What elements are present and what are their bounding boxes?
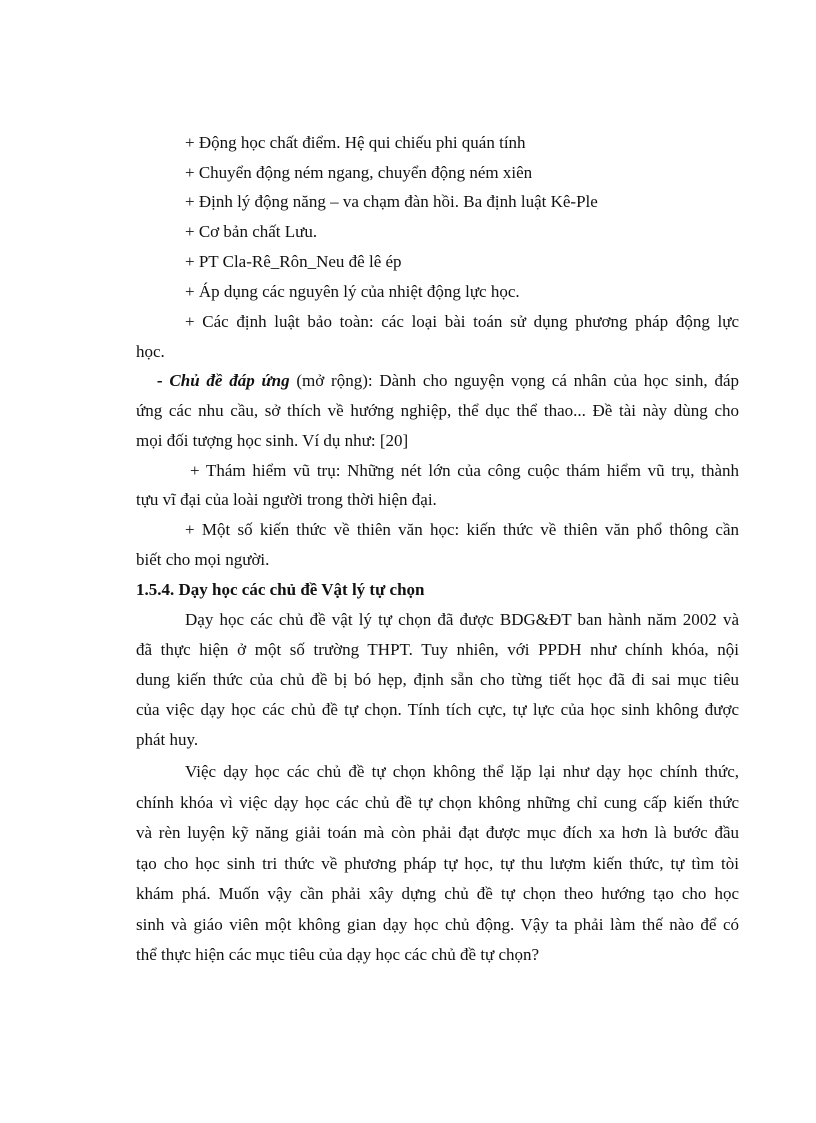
paragraph-line: đã thực hiện ở một số trường THPT. Tuy nhiên, với PPDH như chính khóa, nội bbox=[136, 640, 739, 659]
paragraph-line: khám phá. Muốn vậy cần phải xây dựng chủ đề tự chọn theo hướng tạo cho học bbox=[136, 884, 739, 903]
paragraph-line: Dạy học các chủ đề vật lý tự chọn đã được BDG&ĐT ban hành năm 2002 và bbox=[185, 610, 739, 629]
paragraph-line: và rèn luyện kỹ năng giải toán mà còn phải đạt được mục đích xa hơn là bước đầu bbox=[136, 823, 739, 842]
topic-rest: (mở rộng): Dành cho nguyện vọng cá nhân của học sinh, đáp bbox=[289, 371, 739, 390]
bullet-item: + PT Cla-Rê_Rôn_Neu đê lê ép bbox=[185, 252, 402, 271]
paragraph-line: thể thực hiện các mục tiêu của dạy học các chủ đề tự chọn? bbox=[136, 945, 540, 964]
bullet-item: + Các định luật bảo toàn: các loại bài toán sử dụng phương pháp động lực bbox=[185, 312, 739, 331]
sub-item: + Một số kiến thức về thiên văn học: kiến thức về thiên văn phổ thông cần bbox=[185, 520, 739, 539]
bullet-item: + Chuyển động ném ngang, chuyển động ném xiên bbox=[185, 163, 533, 182]
paragraph-line: Việc dạy học các chủ đề tự chọn không thể lặp lại như dạy học chính thức, bbox=[185, 762, 739, 781]
bullet-item: + Định lý động năng – va chạm đàn hồi. Ba định luật Kê-Ple bbox=[185, 192, 598, 211]
paragraph-line: tạo cho học sinh tri thức về phương pháp tự học, tự thu lượm kiến thức, tự tìm tòi bbox=[136, 854, 739, 873]
topic-line-3: mọi đối tượng học sinh. Ví dụ như: [20] bbox=[136, 431, 409, 450]
bullet-item-continuation: học. bbox=[136, 342, 165, 361]
topic-line-2: ứng các nhu cầu, sở thích về hướng nghiệp, thể dục thể thao... Đề tài này dùng cho bbox=[136, 401, 739, 420]
paragraph-line: sinh và giáo viên một không gian dạy học chủ động. Vậy ta phải làm thế nào để có bbox=[136, 915, 739, 934]
sub-item-continuation: biết cho mọi người. bbox=[136, 550, 270, 569]
topic-term: Chủ đề đáp ứng bbox=[169, 371, 290, 390]
bullet-item: + Áp dụng các nguyên lý của nhiệt động lực học. bbox=[185, 282, 520, 301]
paragraph-line: của việc dạy học các chủ đề tự chọn. Tính tích cực, tự lực của học sinh không được bbox=[136, 700, 739, 719]
topic-line bbox=[157, 371, 739, 391]
sub-item: + Thám hiểm vũ trụ: Những nét lớn của công cuộc thám hiểm vũ trụ, thành bbox=[190, 461, 739, 480]
topic-prefix: - bbox=[157, 371, 170, 390]
paragraph-line: phát huy. bbox=[136, 730, 199, 749]
bullet-item: + Động học chất điểm. Hệ qui chiếu phi quán tính bbox=[185, 133, 526, 152]
section-heading: 1.5.4. Dạy học các chủ đề Vật lý tự chọn bbox=[136, 580, 425, 599]
bullet-item: + Cơ bản chất Lưu. bbox=[185, 222, 318, 241]
paragraph-line: dung kiến thức của chủ đề bị bó hẹp, định sẵn cho từng tiết học đã đi sai mục tiêu bbox=[136, 670, 739, 689]
paragraph-line: chính khóa vì việc dạy học các chủ đề tự chọn không những chỉ cung cấp kiến thức bbox=[136, 793, 739, 812]
sub-item-continuation: tựu vĩ đại của loài người trong thời hiện đại. bbox=[136, 490, 437, 509]
